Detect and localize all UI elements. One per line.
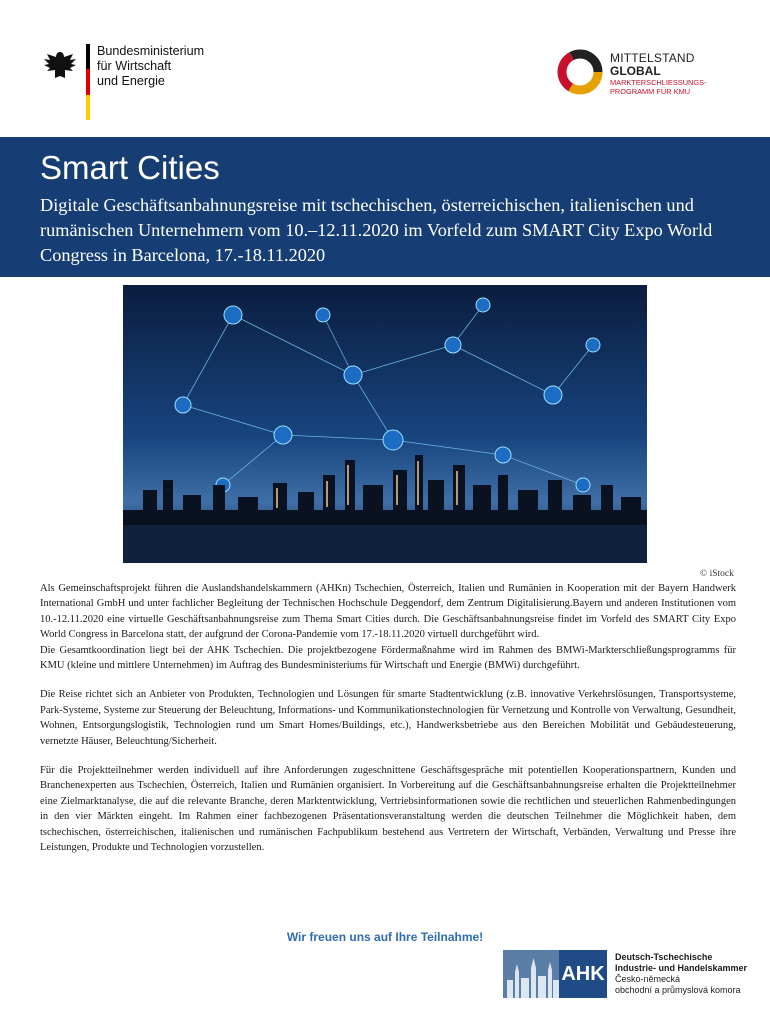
body-text: [40, 581, 736, 856]
title-banner: [0, 137, 770, 277]
ahk-name: Deutsch-Tschechische Industrie- und Handelskammer Česko-německá obchodní a průmyslová komora: [615, 952, 748, 995]
program-name: MITTELSTAND GLOBAL MARKTERSCHLIESSUNGS- PROGRAMM FÜR KMU: [610, 51, 707, 96]
globe-ring-icon: [556, 48, 604, 96]
german-flag-bar: [86, 44, 90, 120]
smart-city-image: [123, 285, 647, 563]
paragraph-services: Für die Projektteilnehmer werden individuell auf ihre Anforderungen zugeschnittene Geschäftsgespräche mit potentiellen Kooperationspartnern, Kunden und Branchenexperten aus Tschechien, Österreich, Italien und Rumänien organisiert. In Vorbereitung auf die Geschäftsanbahnungsreise erhalten die Projektteilnehmer eine Zielmarktanalyse, die auf die relevante Branche, deren Marktentwicklung, Vertriebsinformationen sowie die rechtlichen und steuerlichen Rahmenbedingungen in den vier Märkten eingeht. Im Rahmen einer fachbezogenen Präsentationsveranstaltung werden die deutschen Teilnehmer die Möglichkeit haben, dem tschechischen, österreichischen, italienischen und rumänischen Fachpublikum bestehend aus Vertretern der Wirtschaft, Verbänden, Verwaltung und Presse ihre Leistungen, Produkte und Technologien vorzustellen.: [40, 765, 736, 854]
paragraph-target-group: Die Reise richtet sich an Anbieter von Produkten, Technologien und Lösungen für smarte Stadtentwicklung (z.B. innovative Verkehrslösungen, Transportsysteme, Park-Systeme, Systeme zur Steuerung der Beleuchtung, Informations- und Kommunikationstechnologien für Vernetzung und Kontrolle von Verwaltung, Gesundheit, Wohnen, Entsorgungslogistik, Technologien rund um Smart Homes/Buildings, etc.), Handwerksbetriebe aus den Bereichen Mobilität und Gebäudesteuerung, vernetzte Häuser, Beleuchtung/Sicherheit.: [40, 689, 736, 747]
paragraph-coordination: Die Gesamtkoordination liegt bei der AHK Tschechien. Die projektbezogene Fördermaßnahme wird im Rahmen des BMWi-Markterschließungsprogramms für KMU (kleine und mittlere Unternehmen) im Auftrag des Bundesministeriums für Wirtschaft und Energie (BMWi) durchgeführt.: [40, 644, 736, 672]
image-credit: © iStock: [700, 569, 734, 579]
federal-eagle-icon: [42, 48, 78, 84]
mittelstand-global-logo: [556, 48, 707, 96]
bmwi-logo: [42, 44, 204, 120]
paragraph-intro: Als Gemeinschaftsprojekt führen die Auslandshandelskammern (AHKn) Tschechien, Österreich, Italien und Rumänien in Kooperation mit der Bayern Handwerk International GmbH und unter fachlicher Begleitung der Technischen Hochschule Deggendorf, dem Zentrum Digitalisierung.Bayern und anderen Institutionen vom 10.-12.11.2020 eine virtuelle Geschäftsanbahnungsreise zum Thema Smart Cities durch. Die Geschäftsanbahnungsreise findet im Vorfeld des SMART City Expo World Congress in Barcelona statt, der aufgrund der Corona-Pandemie vom 17.-18.11.2020 virtuell durchgeführt wird.: [40, 583, 736, 641]
prague-skyline-icon: [503, 950, 559, 998]
closing-line: Wir freuen uns auf Ihre Teilnahme!: [286, 930, 484, 944]
ahk-logo: [503, 950, 747, 998]
ahk-mark: AHK: [559, 950, 607, 998]
page-subtitle: Digitale Geschäftsanbahnungsreise mit tschechischen, österreichischen, italienischen und rumänischen Unternehmern vom 10.–12.11.2020 im Vorfeld zum SMART City Expo World Congress in Barcelona, 17.-18.11.2020: [40, 195, 713, 265]
page-title: Smart Cities: [40, 149, 220, 186]
ministry-name: Bundesministerium für Wirtschaft und Energie: [97, 44, 205, 88]
